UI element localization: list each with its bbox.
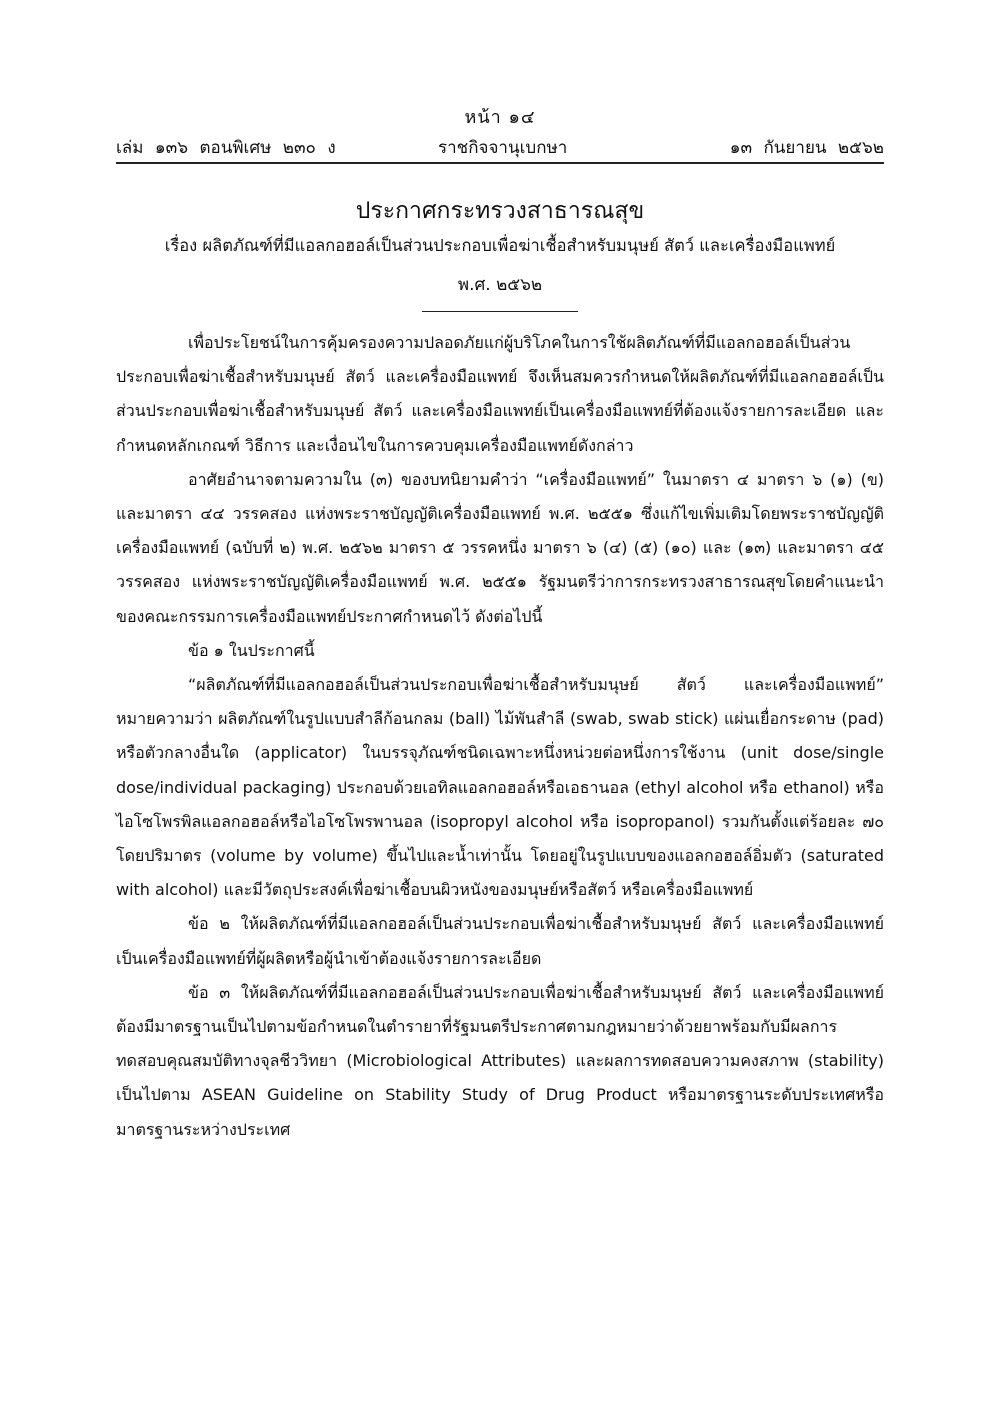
header-divider xyxy=(116,162,884,164)
gazette-name: ราชกิจจานุเบกษา xyxy=(438,138,568,158)
title-divider xyxy=(422,311,578,312)
announcement-title: ประกาศกระทรวงสาธารณสุข xyxy=(355,198,645,224)
clause-2: ข้อ ๒ ให้ผลิตภัณฑ์ที่มีแอลกอฮอล์เป็นส่วนประกอบเพื่อฆ่าเชื้อสำหรับมนุษย์ สัตว์ และเครื่องมือแพทย์เป็นเครื่องมือแพทย์ที่ผู้ผลิตหรือผู้นำเข้าต้องแจ้งรายการละเอียด xyxy=(116,914,884,968)
announcement-body xyxy=(116,326,884,1147)
clause-3: ข้อ ๓ ให้ผลิตภัณฑ์ที่มีแอลกอฮอล์เป็นส่วนประกอบเพื่อฆ่าเชื้อสำหรับมนุษย์ สัตว์ และเครื่องมือแพทย์ต้องมีมาตรฐานเป็นไปตามข้อกำหนดในตำรายาที่รัฐมนตรีประกาศตามกฎหมายว่าด้วยยาพร้อมกับมีผลการทดสอบคุณสมบัติทางจุลชีววิทยา (Microbiological Attributes) และผลการทดสอบความคงสภาพ (stability) เป็นไปตาม ASEAN Guideline on Stability Study of Drug Product หรือมาตรฐานระดับประเทศหรือมาตรฐานระหว่างประเทศ xyxy=(116,982,884,1139)
definition-paragraph: “ผลิตภัณฑ์ที่มีแอลกอฮอล์เป็นส่วนประกอบเพื่อฆ่าเชื้อสำหรับมนุษย์ สัตว์ และเครื่องมือแพทย์” หมายความว่า ผลิตภัณฑ์ในรูปแบบสำลีก้อนกลม (ball) ไม้พันสำลี (swab, swab stick) แผ่นเยื่อกระดาษ (pad) หรือตัวกลางอื่นใด (applicator) ในบรรจุภัณฑ์ชนิดเฉพาะหนึ่งหน่วยต่อหนึ่งการใช้งาน (unit dose/single dose/individual packaging) ประกอบด้วยเอทิลแอลกอฮอล์หรือเอธานอล (ethyl alcohol หรือ ethanol) หรือไอโซโพรพิลแอลกอฮอล์หรือไอโซโพรพานอล (isopropyl alcohol หรือ isopropanol) รวมกันตั้งแต่ร้อยละ ๗๐ โดยปริมาตร (volume by volume) ขึ้นไปและน้ำเท่านั้น โดยอยู่ในรูปแบบของแอลกอฮอล์อิ่มตัว (saturated with alcohol) และมีวัตถุประสงค์เพื่อฆ่าเชื้อบนผิวหนังของมนุษย์หรือสัตว์ หรือเครื่องมือแพทย์ xyxy=(116,675,884,900)
authority-paragraph: อาศัยอำนาจตามความใน (๓) ของบทนิยามคำว่า “เครื่องมือแพทย์” ในมาตรา ๔ มาตรา ๖ (๑) (ข) และมาตรา ๔๔ วรรคสอง แห่งพระราชบัญญัติเครื่องมือแพทย์ พ.ศ. ๒๕๕๑ ซึ่งแก้ไขเพิ่มเติมโดยพระราชบัญญัติเครื่องมือแพทย์ (ฉบับที่ ๒) พ.ศ. ๒๕๖๒ มาตรา ๕ วรรคหนึ่ง มาตรา ๖ (๔) (๕) (๑๐) และ (๑๓) และมาตรา ๔๕ วรรคสอง แห่งพระราชบัญญัติเครื่องมือแพทย์ พ.ศ. ๒๕๕๑ รัฐมนตรีว่าการกระทรวงสาธารณสุขโดยคำแนะนำของคณะกรรมการเครื่องมือแพทย์ประกาศกำหนดไว้ ดังต่อไปนี้ xyxy=(116,469,884,626)
gazette-header xyxy=(116,134,884,162)
volume-info: เล่ม ๑๓๖ ตอนพิเศษ ๒๓๐ ง xyxy=(116,138,336,158)
page-number: หน้า ๑๔ xyxy=(464,107,536,128)
announcement-year: พ.ศ. ๒๕๖๒ xyxy=(457,275,543,295)
clause-1-heading: ข้อ ๑ ในประกาศนี้ xyxy=(188,640,315,660)
announcement-subject: เรื่อง ผลิตภัณฑ์ที่มีแอลกอฮอล์เป็นส่วนประกอบเพื่อฆ่าเชื้อสำหรับมนุษย์ สัตว์ และเครื่องมือแพทย์ xyxy=(164,236,836,255)
preamble-paragraph: เพื่อประโยชน์ในการคุ้มครองความปลอดภัยแก่ผู้บริโภคในการใช้ผลิตภัณฑ์ที่มีแอลกอฮอล์เป็นส่วนประกอบเพื่อฆ่าเชื้อสำหรับมนุษย์ สัตว์ และเครื่องมือแพทย์ จึงเห็นสมควรกำหนดให้ผลิตภัณฑ์ที่มีแอลกอฮอล์เป็นส่วนประกอบเพื่อฆ่าเชื้อสำหรับมนุษย์ สัตว์ และเครื่องมือแพทย์เป็นเครื่องมือแพทย์ที่ต้องแจ้งรายการละเอียด และกำหนดหลักเกณฑ์ วิธีการ และเงื่อนไขในการควบคุมเครื่องมือแพทย์ดังกล่าว xyxy=(116,333,884,455)
publication-date: ๑๓ กันยายน ๒๕๖๒ xyxy=(729,138,884,158)
